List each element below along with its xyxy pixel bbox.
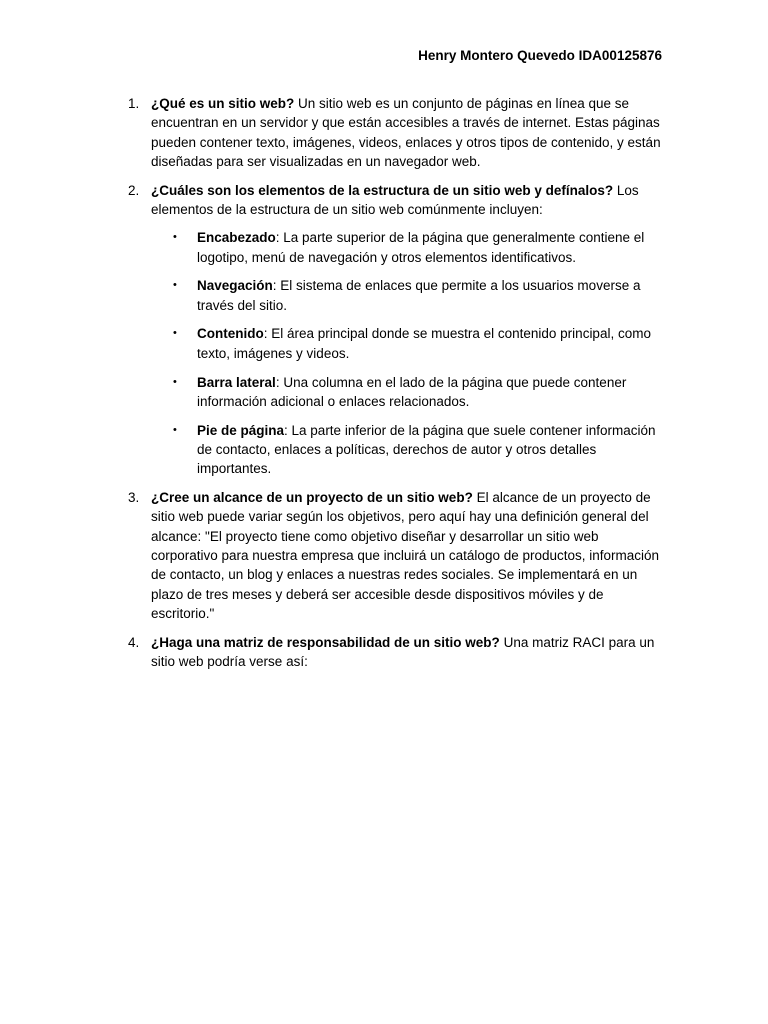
question-number: 3. xyxy=(128,490,140,506)
question-answer: Una matriz RACI para un sitio web podría verse así: xyxy=(151,634,655,669)
structure-element-item xyxy=(151,373,664,412)
question-number: 1. xyxy=(128,96,140,111)
question-title: ¿Cuáles son los elementos de la estructura de un sitio web y defínalos? xyxy=(151,182,614,198)
structure-element-item xyxy=(151,324,664,363)
bullet-icon: • xyxy=(173,231,177,244)
question-3 xyxy=(0,488,768,623)
structure-element-item xyxy=(151,421,664,479)
question-4 xyxy=(0,633,768,672)
element-term: Encabezado xyxy=(197,230,276,246)
element-description: : La parte inferior de la página que suele contener información de contacto, enlaces a políticas, derechos de autor y otros detalles importantes. xyxy=(197,422,656,477)
question-answer: El alcance de un proyecto de sitio web puede variar según los objetivos, pero aquí hay una definición general del alcance: "El proyecto tiene como objetivo diseñar y desarrollar un sitio web corporativo para nuestra empresa que incluirá un catálogo de productos, información de contacto, un blog y enlaces a nuestras redes sociales. Se implementará en un plazo de tres meses y deberá ser accesible desde dispositivos móviles y de escritorio." xyxy=(151,490,660,621)
element-term: Pie de página xyxy=(197,422,285,438)
bullet-icon: • xyxy=(173,375,177,388)
element-term: Navegación xyxy=(197,278,273,294)
element-description: : El sistema de enlaces que permite a los usuarios moverse a través del sitio. xyxy=(197,278,641,313)
question-number: 2. xyxy=(128,182,140,198)
element-term: Barra lateral xyxy=(197,374,276,390)
element-description: : La parte superior de la página que generalmente contiene el logotipo, menú de navegación y otros elementos identificativos. xyxy=(197,230,645,265)
structure-element-item xyxy=(151,228,664,267)
question-title: ¿Cree un alcance de un proyecto de un sitio web? xyxy=(151,490,473,506)
bullet-icon: • xyxy=(173,327,177,340)
question-answer: Un sitio web es un conjunto de páginas en línea que se encuentran en un servidor y que están accesibles a través de internet. Estas páginas pueden contener texto, imágenes, videos, enlaces y otros tipos de contenido, y están diseñadas para ser visualizadas en un navegador web. xyxy=(151,96,661,169)
element-term: Contenido xyxy=(197,326,264,342)
structure-element-item xyxy=(151,276,664,315)
question-1 xyxy=(0,94,768,171)
element-description: : Una columna en el lado de la página que puede contener información adicional o enlaces relacionados. xyxy=(197,374,627,409)
question-title: ¿Qué es un sitio web? xyxy=(151,96,295,111)
question-2 xyxy=(0,181,768,479)
element-description: : El área principal donde se muestra el contenido principal, como texto, imágenes y videos. xyxy=(197,326,651,361)
structure-element-list xyxy=(151,228,664,478)
question-title: ¿Haga una matriz de responsabilidad de un sitio web? xyxy=(151,634,500,650)
author-header: Henry Montero Quevedo IDA00125876 xyxy=(418,48,662,63)
bullet-icon: • xyxy=(173,423,177,436)
question-list xyxy=(0,94,768,681)
question-answer: Los elementos de la estructura de un sitio web comúnmente incluyen: xyxy=(151,182,639,217)
question-number: 4. xyxy=(128,634,140,650)
bullet-icon: • xyxy=(173,279,177,292)
